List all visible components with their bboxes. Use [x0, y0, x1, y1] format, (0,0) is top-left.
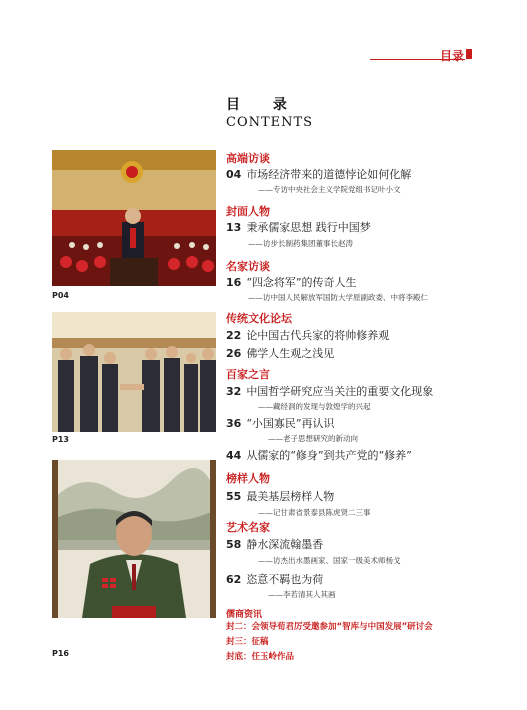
entry-title: 从儒家的“修身”到共产党的“修养” — [246, 449, 412, 462]
entry-title: 恣意不羁也为荷 — [246, 573, 324, 586]
toc-tag-marker — [466, 49, 472, 59]
entry-page-number: 58 — [226, 538, 242, 551]
entry-title: 论中国古代兵家的将帅修养观 — [246, 329, 390, 342]
section-heading: 榜样人物 — [226, 472, 270, 485]
entry-title: 市场经济带来的道德悖论如何化解 — [246, 168, 412, 181]
section-heading: 百家之言 — [226, 368, 270, 381]
handshake-photo — [52, 312, 216, 432]
toc-entry[interactable] — [226, 415, 335, 431]
notice-item[interactable]: 封底：任玉岭作品 — [226, 652, 295, 662]
entry-subtitle: ——李若清其人其画 — [268, 590, 336, 599]
page-subtitle: CONTENTS — [226, 115, 314, 130]
toc-entry[interactable] — [226, 327, 389, 343]
notice-heading: 儒商资讯 — [226, 610, 263, 620]
notice-item[interactable]: 封二：会领导荀君厉受邀参加“智库与中国发展”研讨会 — [226, 622, 433, 632]
toc-entry[interactable] — [226, 571, 323, 587]
entry-page-number: 26 — [226, 347, 242, 360]
section-heading: 封面人物 — [226, 205, 270, 218]
entry-page-number: 36 — [226, 417, 242, 430]
entry-title: “四念将军”的传奇人生 — [246, 276, 357, 289]
entry-page-number: 16 — [226, 276, 242, 289]
entry-page-number: 32 — [226, 385, 242, 398]
toc-entry[interactable] — [226, 345, 334, 361]
entry-subtitle: ——老子思想研究的新动向 — [268, 434, 358, 443]
section-heading: 艺术名家 — [226, 521, 270, 534]
entry-page-number: 13 — [226, 221, 242, 234]
section-heading: 高端访谈 — [226, 152, 270, 165]
military-officer-portrait-photo — [52, 460, 216, 618]
photo-page-label: P13 — [52, 435, 69, 444]
photo-page-label: P04 — [52, 291, 69, 300]
entry-title: “小国寡民”再认识 — [246, 417, 335, 430]
conference-hall-photo — [52, 150, 216, 286]
entry-subtitle: ——访步长制药集团董事长赵涛 — [248, 239, 353, 248]
notice-item[interactable]: 封三：征稿 — [226, 637, 269, 647]
section-heading: 传统文化论坛 — [226, 312, 292, 325]
toc-entry[interactable] — [226, 166, 411, 182]
entry-page-number: 04 — [226, 168, 242, 181]
section-heading: 名家访谈 — [226, 260, 270, 273]
entry-subtitle: ——访杰出水墨画家、国家一级美术师杨戈 — [258, 556, 401, 565]
entry-page-number: 22 — [226, 329, 242, 342]
toc-entry[interactable] — [226, 383, 433, 399]
entry-subtitle: ——访中国人民解放军国防大学原副政委、中将李殿仁 — [248, 293, 428, 302]
entry-subtitle: ——记甘肃省景泰县陈虎贤二三事 — [258, 508, 371, 517]
toc-entry[interactable] — [226, 447, 412, 463]
entry-title: 最美基层榜样人物 — [246, 490, 335, 503]
toc-entry[interactable] — [226, 274, 357, 290]
entry-title: 中国哲学研究应当关注的重要文化现象 — [246, 385, 434, 398]
entry-page-number: 62 — [226, 573, 242, 586]
entry-title: 佛学人生观之浅见 — [246, 347, 335, 360]
entry-page-number: 55 — [226, 490, 242, 503]
entry-title: 静水深流翰墨香 — [246, 538, 324, 551]
page-title: 目 录 — [226, 97, 301, 113]
entry-subtitle: ——专访中央社会主义学院党组书记叶小文 — [258, 185, 401, 194]
entry-title: 秉承儒家思想 践行中国梦 — [246, 221, 371, 234]
toc-tag: 目录 — [440, 49, 465, 63]
photo-page-label: P16 — [52, 649, 69, 658]
toc-entry[interactable] — [226, 536, 323, 552]
entry-page-number: 44 — [226, 449, 242, 462]
entry-subtitle: ——藏经洞的发现与敦煌学的兴起 — [258, 402, 371, 411]
toc-entry[interactable] — [226, 219, 371, 235]
toc-entry[interactable] — [226, 488, 334, 504]
